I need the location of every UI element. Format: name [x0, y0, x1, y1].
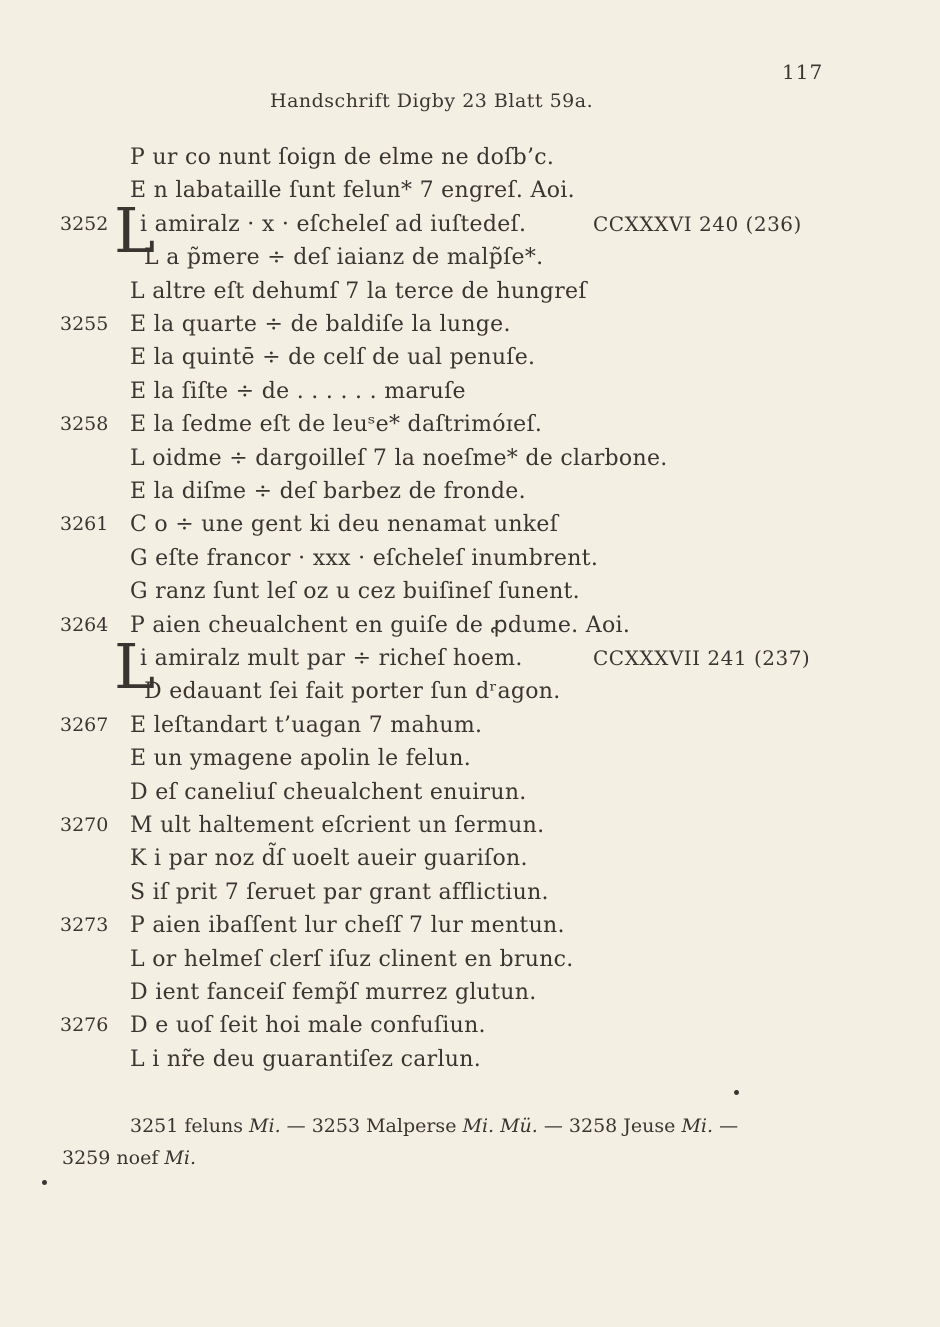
verse-text: P ur co nunt ſoign de elme ne doſb’c. [130, 145, 555, 170]
verse-text: K i par noz d̃ſ uoelt aueir guariſon. [130, 846, 528, 872]
verse-line [60, 312, 830, 342]
verse-line [60, 1013, 830, 1043]
verse-line [60, 913, 830, 943]
verse-line [130, 947, 830, 977]
verse-text: D eſ caneliuſ cheualchent enuirun. [130, 779, 527, 805]
verse-text: L i nr̃e deu guarantiſez carlun. [130, 1046, 482, 1072]
line-number: 3252 [60, 212, 109, 235]
verse-line [130, 479, 830, 509]
footnotes [62, 1110, 822, 1174]
verse-text: i amiralz · x · eſcheleſ ad iuſtedeſ. [140, 211, 527, 237]
verse-text: G eſte francor · xxx · eſcheleſ inumbrent. [130, 545, 599, 571]
verse-line [130, 679, 830, 709]
verse-text: D e uoſ ſeit hoi male confuſiun. [130, 1013, 486, 1039]
verse-text: E la ſiſte ÷ de . . . . . . maruſe [130, 378, 466, 404]
verse-text: P aien cheualchent en guiſe de ꝓdume. Aoi. [130, 612, 631, 638]
verse-line [130, 178, 830, 208]
line-number: 3267 [60, 713, 109, 736]
verse-text: M ult haltement eſcrient un ſermun. [130, 813, 545, 838]
line-number: 3273 [60, 914, 109, 937]
verse-text: E la diſme ÷ deſ barbez de fronde. [130, 479, 526, 504]
initial-letter-L: L [114, 630, 156, 703]
verse-text: D ient fanceiſ femp̃ſ murrez glutun. [130, 980, 537, 1005]
verse-text: E la quintē ÷ de celſ de ual penuſe. [130, 345, 536, 371]
verse-line [60, 412, 830, 442]
verse-text: L a p̃mere ÷ deſ iaianz de malp̃ſe*. [144, 245, 544, 271]
verse-line [60, 211, 830, 242]
verse-text: E un ymagene apolin le felun. [130, 746, 472, 772]
verse-line [60, 813, 830, 843]
line-number: 3255 [60, 313, 109, 335]
verse-line [130, 980, 830, 1010]
verse-text: P aien ibaſſent lur cheſſ 7 lur mentun. [130, 913, 565, 939]
verse-line [130, 279, 830, 309]
verse-line [130, 379, 830, 409]
verse-line [130, 880, 830, 910]
ink-speck [42, 1180, 47, 1185]
line-number: 3270 [60, 814, 109, 836]
verse-line [130, 846, 830, 876]
footnote-line: 3259 noef Mi. [62, 1147, 196, 1169]
verse-text: E leſtandart t’uagan 7 mahum. [130, 712, 483, 738]
verse-line [130, 1047, 830, 1077]
verse-text: E n labataille ſunt felun* 7 engreſ. Aoi. [130, 178, 575, 204]
verse-text: L or helmeſ clerſ iſuz clinent en brunc. [130, 946, 574, 972]
verse-text: C o ÷ une gent ki deu nenamat unkeſ [130, 512, 559, 538]
verse-line [60, 712, 830, 743]
verse-text: i amiralz mult par ÷ richeſ hoem. [140, 646, 523, 671]
verse-line [130, 145, 830, 175]
verse-text: D edauant ſei fait porter ſun dʳagon. [144, 679, 561, 705]
verse-line [130, 245, 830, 275]
verse-text: S iſ prit 7 ſeruet par grant afflictiun. [130, 879, 549, 905]
verse-line [60, 512, 830, 542]
verse-line [60, 612, 830, 643]
verse-text: G ranz ſunt leſ oz u cez buiſineſ ſunent. [130, 579, 580, 605]
verse-line [130, 446, 830, 476]
footnote-line: 3251 feluns Mi. — 3253 Malperse Mi. Mü. — 3258 Jeuse Mi. — [130, 1115, 739, 1137]
initial-letter-L: L [114, 194, 156, 267]
verse-text: E la quarte ÷ de baldiſe la lunge. [130, 312, 511, 337]
laisse-marker: CCXXXVII 241 (237) [593, 646, 811, 670]
verse-text: L altre eſt dehumſ 7 la terce de hungreſ [130, 278, 587, 304]
verse-text: E la ſedme eſt de leuˢe* daſtrimóɪeſ. [130, 412, 543, 438]
page-number: 117 [782, 60, 824, 84]
line-number: 3276 [60, 1014, 109, 1037]
verse-line [130, 345, 830, 375]
ink-speck [734, 1090, 739, 1095]
line-number: 3258 [60, 413, 109, 436]
running-head: Handschrift Digby 23 Blatt 59a. [270, 90, 594, 112]
verse-line [130, 546, 830, 576]
line-number: 3264 [60, 613, 109, 636]
verse-line [130, 646, 830, 676]
laisse-marker: CCXXXVI 240 (236) [593, 211, 802, 236]
verse-line [130, 780, 830, 810]
verse-line [130, 579, 830, 609]
verse-text: L oidme ÷ dargoilleſ 7 la noeſme* de clarbone. [130, 445, 668, 471]
verse-line [130, 746, 830, 776]
line-number: 3261 [60, 513, 109, 536]
